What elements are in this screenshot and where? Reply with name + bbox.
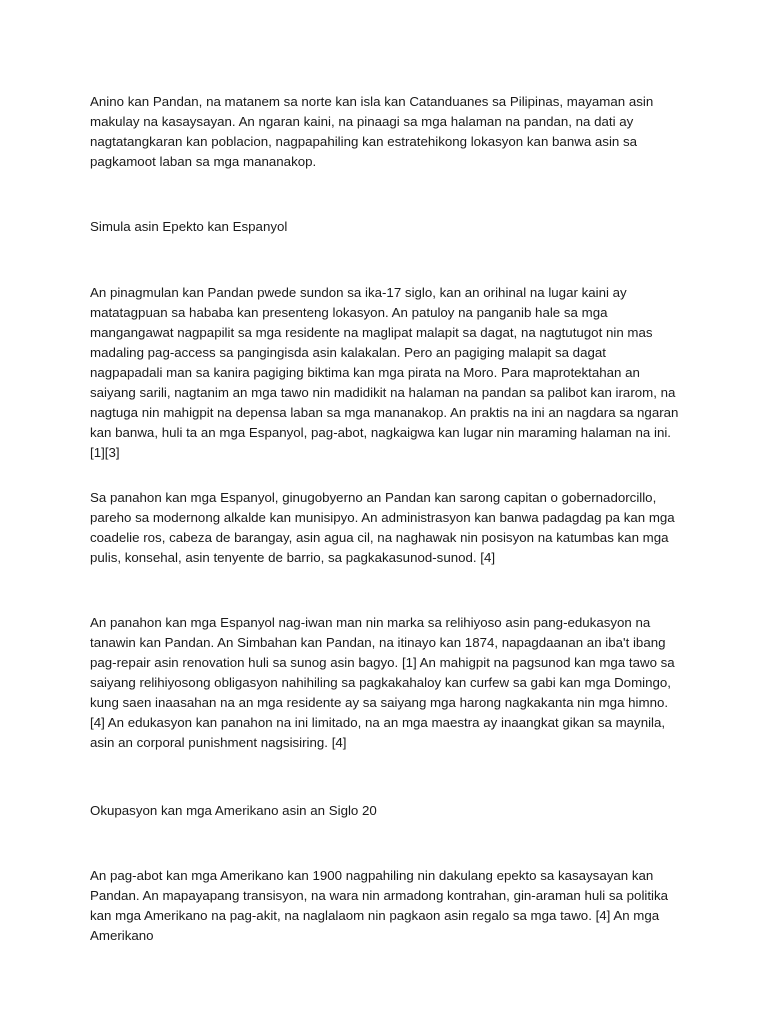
governance-paragraph: Sa panahon kan mga Espanyol, ginugobyerno an Pandan kan sarong capitan o gobernadorcillo, pareho sa modernong alkalde kan munisipyo. An administrasyon kan banwa padagdag pa kan mga coadelie ros, cabeza de barangay, asin agua cil, na naghawak nin posisyon na katumbas kan mga pulis, konsehal, asin tenyente de barrio, sa pagkakasunod-sunod. [4]	[90, 490, 675, 565]
section-heading-american: Okupasyon kan mga Amerikano asin an Siglo 20	[90, 803, 377, 818]
american-paragraph: An pag-abot kan mga Amerikano kan 1900 nagpahiling nin dakulang epekto sa kasaysayan kan Pandan. An mapayapang transisyon, na wara nin armadong kontrahan, gin-araman huli sa politika kan mga Amerikano na pag-akit, na naglalaom nin pagkaon asin regalo sa mga tawo. [4] An mga Amerikano	[90, 868, 669, 943]
origins-paragraph: An pinagmulan kan Pandan pwede sundon sa ika-17 siglo, kan an orihinal na lugar kaini ay matatagpuan sa hababa kan presenteng lokasyon. An patuloy na panganib hale sa mga mangangawat nagpapilit sa mga residente na maglipat malapit sa dagat, na nagtutugot nin mas madaling pag-access sa pangingisda asin kalakalan. Pero an pagiging malapit sa dagat nagpapadali man sa kanira pagiging biktima kan mga pirata na Moro. Para maprotektahan an saiyang sarili, nagtanim an mga tawo nin madidikit na halaman na pandan sa palibot kan irarom, na nagtuga nin mahigpit na depensa laban sa mga mananakop. An praktis na ini an nagdara sa ngaran kan banwa, huli ta an mga Espanyol, pag-abot, nagkaigwa kan lugar nin maraming halaman na ini. [1][3]	[90, 285, 679, 460]
intro-paragraph: Anino kan Pandan, na matanem sa norte kan isla kan Catanduanes sa Pilipinas, mayaman asin makulay na kasaysayan. An ngaran kaini, na pinaagi sa mga halaman na pandan, na dati ay nagtatangkaran kan poblacion, nagpapahiling kan estratehikong lokasyon kan banwa asin sa pagkamoot laban sa mga mananakop.	[90, 94, 654, 169]
section-heading-spanish: Simula asin Epekto kan Espanyol	[90, 219, 288, 234]
religion-education-paragraph: An panahon kan mga Espanyol nag-iwan man nin marka sa relihiyoso asin pang-edukasyon na tanawin kan Pandan. An Simbahan kan Pandan, na itinayo kan 1874, napagdaanan an iba't ibang pag-repair asin renovation huli sa sunog asin bagyo. [1] An mahigpit na pagsunod kan mga tawo sa saiyang relihiyosong obligasyon nahihiling sa pagkakahaloy kan curfew sa gabi kan mga Domingo, kung saen inaasahan na an mga residente ay sa saiyang mga harong nagkakanta nin mga himno. [4] An edukasyon kan panahon na ini limitado, na an mga maestra ay inaangkat gikan sa maynila, asin an corporal punishment nagsisiring. [4]	[90, 615, 675, 750]
